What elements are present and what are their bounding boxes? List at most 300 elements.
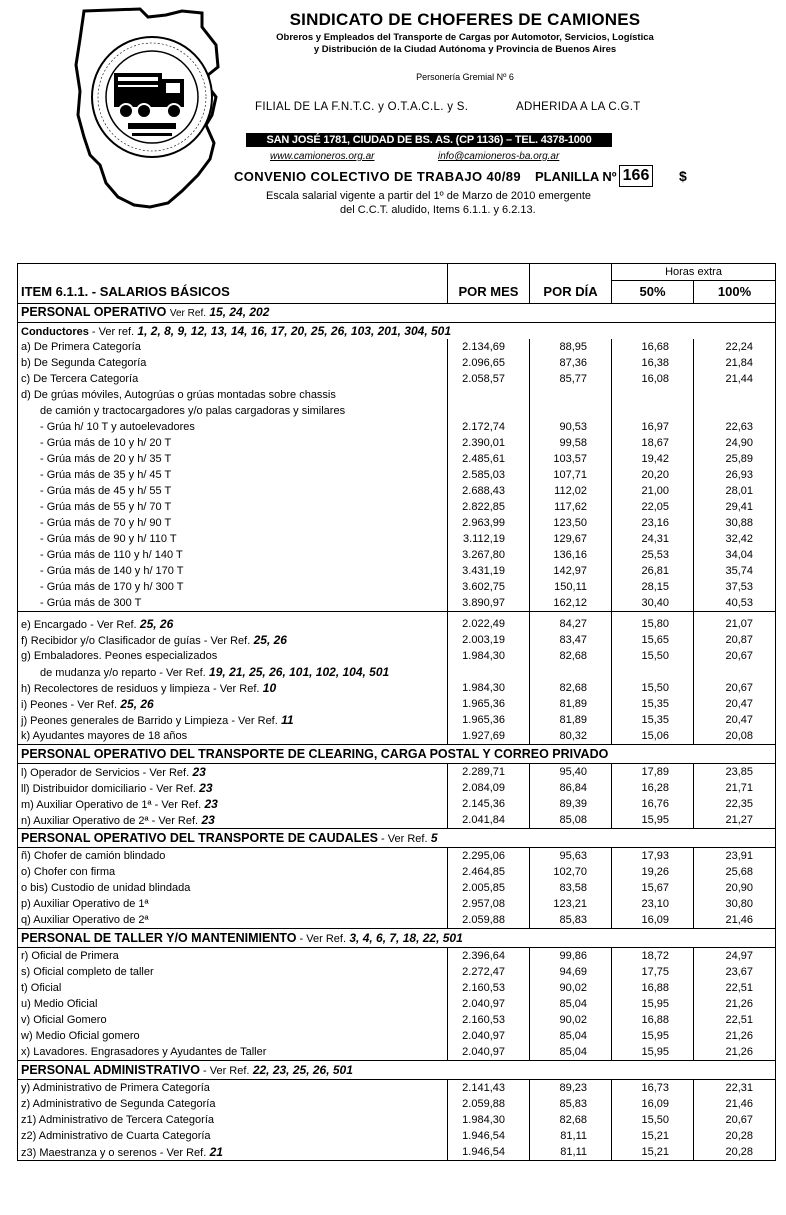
h50: 30,40 [612, 595, 694, 612]
por-dia: 142,97 [530, 563, 612, 579]
h50: 15,80 [612, 616, 694, 632]
row-label: z) Administrativo de Segunda Categoría [18, 1096, 448, 1112]
por-mes: 2.464,85 [448, 864, 530, 880]
email-link[interactable]: info@camioneros-ba.org.ar [438, 151, 560, 162]
table-row [18, 419, 776, 435]
por-dia: 87,36 [530, 355, 612, 371]
h100: 22,51 [694, 980, 776, 996]
ref-numbers: 22, 23, 25, 26, 501 [249, 1062, 353, 1077]
por-mes: 2.957,08 [448, 896, 530, 912]
h100: 30,80 [694, 896, 776, 912]
h50: 15,67 [612, 880, 694, 896]
h50: 15,50 [612, 680, 694, 696]
planilla-label: PLANILLA Nº [535, 169, 617, 184]
row-label: t) Oficial [18, 980, 448, 996]
ver-ref: Ver Ref. [169, 308, 207, 319]
table-row [18, 712, 776, 728]
h50: 23,16 [612, 515, 694, 531]
h100: 32,42 [694, 531, 776, 547]
table-row [18, 632, 776, 648]
h100: 21,26 [694, 996, 776, 1012]
row-label: de mudanza y/o reparto [40, 666, 157, 679]
h50: 15,50 [612, 648, 694, 664]
row-label: m) Auxiliar Operativo de 1ª [21, 798, 152, 811]
h100: 21,26 [694, 1028, 776, 1044]
h50: 15,06 [612, 728, 694, 745]
h100: 20,47 [694, 712, 776, 728]
por-mes: 2.040,97 [448, 1028, 530, 1044]
table-row [18, 1044, 776, 1061]
table-row [18, 547, 776, 563]
por-mes: 1.927,69 [448, 728, 530, 745]
h50: 15,35 [612, 712, 694, 728]
por-dia: 85,04 [530, 996, 612, 1012]
por-dia: 162,12 [530, 595, 612, 612]
table-row [18, 515, 776, 531]
union-subtitle-1: Obreros y Empleados del Transporte de Cargas por Automotor, Servicios, Logística [276, 32, 654, 43]
por-mes: 2.485,61 [448, 451, 530, 467]
por-mes: 2.096,65 [448, 355, 530, 371]
h50: 19,42 [612, 451, 694, 467]
section-caudales [18, 829, 776, 848]
h50: 15,95 [612, 812, 694, 829]
ref-numbers: 10 [259, 680, 277, 695]
ver-ref: - Ver Ref. [209, 682, 260, 695]
table-row [18, 912, 776, 929]
h100: 20,87 [694, 632, 776, 648]
table-row [18, 812, 776, 829]
h50: 20,20 [612, 467, 694, 483]
h100: 20,28 [694, 1144, 776, 1161]
h100: 23,67 [694, 964, 776, 980]
row-label: y) Administrativo de Primera Categoría [18, 1080, 448, 1097]
h50: 16,28 [612, 780, 694, 796]
por-mes: 2.688,43 [448, 483, 530, 499]
por-dia: 89,23 [530, 1080, 612, 1097]
row-label: x) Lavadores. Engrasadores y Ayudantes de Taller [18, 1044, 448, 1061]
h100: 20,47 [694, 696, 776, 712]
table-row [18, 728, 776, 745]
ref-numbers: 25, 26 [250, 632, 287, 647]
h100: 21,46 [694, 912, 776, 929]
row-label: z1) Administrativo de Tercera Categoría [18, 1112, 448, 1128]
h50-header: 50% [612, 281, 694, 304]
row-label: n) Auxiliar Operativo de 2ª [21, 814, 149, 827]
por-dia: 95,40 [530, 764, 612, 781]
por-dia: 112,02 [530, 483, 612, 499]
por-mes: 3.112,19 [448, 531, 530, 547]
h100: 22,31 [694, 1080, 776, 1097]
h50: 15,21 [612, 1144, 694, 1161]
h50: 16,38 [612, 355, 694, 371]
por-dia: 150,11 [530, 579, 612, 595]
h50: 26,81 [612, 563, 694, 579]
por-dia: 85,04 [530, 1044, 612, 1061]
row-label: - Grúa más de 70 y h/ 90 T [18, 515, 448, 531]
section-title: PERSONAL OPERATIVO DEL TRANSPORTE DE CAUDALES [21, 830, 378, 845]
table-row [18, 579, 776, 595]
por-mes: 2.822,85 [448, 499, 530, 515]
row-label: - Grúa más de 55 y h/ 70 T [18, 499, 448, 515]
h50: 17,89 [612, 764, 694, 781]
h50: 15,95 [612, 1028, 694, 1044]
ref-numbers: 5 [427, 830, 438, 845]
ver-ref: - Ver Ref. [377, 832, 428, 845]
row-label: r) Oficial de Primera [18, 948, 448, 965]
website-link[interactable]: www.camioneros.org.ar [270, 151, 375, 162]
row-label: l) Operador de Servicios [21, 766, 140, 779]
ver-ref: - Ver Ref. [146, 782, 196, 795]
ref-numbers: 1, 2, 8, 9, 12, 13, 14, 16, 17, 20, 25, 26, 103, 201, 304, 501 [134, 323, 452, 338]
por-mes: 2.003,19 [448, 632, 530, 648]
ver-ref: - Ver Ref. [151, 798, 202, 811]
por-dia: 82,68 [530, 1112, 612, 1128]
header-row-2 [18, 281, 776, 304]
table-row [18, 595, 776, 612]
por-mes: 3.267,80 [448, 547, 530, 563]
por-mes: 2.963,99 [448, 515, 530, 531]
table-row [18, 996, 776, 1012]
section-title: PERSONAL ADMINISTRATIVO [21, 1062, 200, 1077]
h100: 20,08 [694, 728, 776, 745]
h50: 25,53 [612, 547, 694, 563]
ref-numbers: 25, 26 [117, 696, 154, 711]
row-label: - Grúa más de 90 y h/ 110 T [18, 531, 448, 547]
por-mes: 2.059,88 [448, 912, 530, 929]
h50: 17,93 [612, 848, 694, 865]
h100: 35,74 [694, 563, 776, 579]
filial-text: FILIAL DE LA F.N.T.C. y O.T.A.C.L. y S. [255, 101, 469, 113]
por-dia: 85,08 [530, 812, 612, 829]
por-dia: 81,89 [530, 712, 612, 728]
por-dia: 123,21 [530, 896, 612, 912]
h50: 16,88 [612, 1012, 694, 1028]
ref-numbers: 11 [277, 712, 294, 727]
planilla-number: 166 [619, 165, 653, 187]
section-personal-operativo [18, 304, 776, 323]
h100: 30,88 [694, 515, 776, 531]
table-row [18, 1012, 776, 1028]
row-label: b) De Segunda Categoría [18, 355, 448, 371]
row-label: v) Oficial Gomero [18, 1012, 448, 1028]
ver-ref: - Ver Ref. [156, 666, 206, 679]
table-row [18, 483, 776, 499]
h100: 26,93 [694, 467, 776, 483]
table-row [18, 964, 776, 980]
h100: 22,35 [694, 796, 776, 812]
h50: 16,08 [612, 371, 694, 387]
h100: 23,85 [694, 764, 776, 781]
table-row [18, 499, 776, 515]
h50: 18,72 [612, 948, 694, 965]
h50: 16,09 [612, 912, 694, 929]
por-dia: 85,04 [530, 1028, 612, 1044]
conductores-row [18, 323, 776, 340]
row-label: - Grúa más de 20 y h/ 35 T [18, 451, 448, 467]
h100: 37,53 [694, 579, 776, 595]
table-row [18, 880, 776, 896]
por-mes: 2.160,53 [448, 1012, 530, 1028]
table-row [18, 387, 776, 403]
section-title: PERSONAL OPERATIVO DEL TRANSPORTE DE CLEARING, CARGA POSTAL Y CORREO PRIVADO [18, 745, 776, 764]
h50: 16,68 [612, 339, 694, 355]
row-label: - Grúa más de 45 y h/ 55 T [18, 483, 448, 499]
h100: 21,71 [694, 780, 776, 796]
por-dia: 107,71 [530, 467, 612, 483]
h100: 21,27 [694, 812, 776, 829]
por-dia: 85,83 [530, 912, 612, 929]
row-label: - Grúa más de 140 y h/ 170 T [18, 563, 448, 579]
por-dia: 90,02 [530, 1012, 612, 1028]
h100: 20,28 [694, 1128, 776, 1144]
address-bar: SAN JOSÉ 1781, CIUDAD DE BS. AS. (CP 1136) – TEL. 4378-1000 [246, 133, 612, 147]
por-mes: 2.058,57 [448, 371, 530, 387]
por-dia: 99,86 [530, 948, 612, 965]
por-mes: 2.396,64 [448, 948, 530, 965]
por-dia: 81,11 [530, 1128, 612, 1144]
h100: 25,89 [694, 451, 776, 467]
row-label: - Grúa más de 35 y h/ 45 T [18, 467, 448, 483]
h100: 21,07 [694, 616, 776, 632]
row-label: - Grúa más de 300 T [18, 595, 448, 612]
h100: 25,68 [694, 864, 776, 880]
h100: 20,67 [694, 680, 776, 696]
por-dia: 86,84 [530, 780, 612, 796]
table-row [18, 467, 776, 483]
h100: 40,53 [694, 595, 776, 612]
table-row [18, 764, 776, 781]
table-row [18, 531, 776, 547]
por-mes: 2.289,71 [448, 764, 530, 781]
h100: 29,41 [694, 499, 776, 515]
por-mes: 1.946,54 [448, 1128, 530, 1144]
por-dia: 82,68 [530, 680, 612, 696]
h100: 21,84 [694, 355, 776, 371]
h50: 16,73 [612, 1080, 694, 1097]
row-label: z2) Administrativo de Cuarta Categoría [18, 1128, 448, 1144]
table-row [18, 864, 776, 880]
h50: 16,76 [612, 796, 694, 812]
h50: 23,10 [612, 896, 694, 912]
por-dia: 129,67 [530, 531, 612, 547]
h100: 24,90 [694, 435, 776, 451]
row-label: u) Medio Oficial [18, 996, 448, 1012]
por-mes: 1.965,36 [448, 696, 530, 712]
table-row [18, 896, 776, 912]
row-label: g) Embaladores. Peones especializados [18, 648, 448, 664]
por-dia-header: POR DÍA [530, 281, 612, 304]
row-label: e) Encargado [21, 618, 88, 631]
h50: 28,15 [612, 579, 694, 595]
table-row [18, 696, 776, 712]
ref-numbers: 23 [201, 796, 218, 811]
h50: 24,31 [612, 531, 694, 547]
union-subtitle-2: y Distribución de la Ciudad Autónoma y Provincia de Buenos Aires [313, 44, 617, 55]
por-dia: 90,53 [530, 419, 612, 435]
table-row [18, 796, 776, 812]
h50: 15,21 [612, 1128, 694, 1144]
ver-ref: - Ver Ref. [296, 932, 347, 945]
row-label: z3) Maestranza y o serenos [21, 1146, 157, 1159]
h100: 21,46 [694, 1096, 776, 1112]
por-mes: 2.040,97 [448, 1044, 530, 1061]
row-label: - Grúa más de 170 y h/ 300 T [18, 579, 448, 595]
ver-ref: - Ver Ref. [87, 618, 137, 631]
ref-numbers: 15, 24, 202 [206, 305, 270, 319]
por-mes: 1.984,30 [448, 680, 530, 696]
por-dia: 85,77 [530, 371, 612, 387]
section-administrativo [18, 1061, 776, 1080]
h50: 19,26 [612, 864, 694, 880]
row-label: - Grúa más de 110 y h/ 140 T [18, 547, 448, 563]
h100-header: 100% [694, 281, 776, 304]
h100: 23,91 [694, 848, 776, 865]
salary-table [17, 263, 776, 1161]
por-mes: 2.084,09 [448, 780, 530, 796]
header-row-1 [18, 264, 776, 281]
h100: 21,26 [694, 1044, 776, 1061]
por-dia: 82,68 [530, 648, 612, 664]
row-label: - Grúa h/ 10 T y autoelevadores [18, 419, 448, 435]
h100: 22,63 [694, 419, 776, 435]
por-dia: 85,83 [530, 1096, 612, 1112]
h50: 16,88 [612, 980, 694, 996]
section-title: PERSONAL DE TALLER Y/O MANTENIMIENTO [21, 930, 297, 945]
ver-ref: - Ver Ref. [139, 766, 190, 779]
ver-ref: - Ver Ref. [148, 814, 199, 827]
table-row [18, 371, 776, 387]
row-label: j) Peones generales de Barrido y Limpieza [21, 714, 229, 727]
por-mes: 3.890,97 [448, 595, 530, 612]
h100: 20,67 [694, 648, 776, 664]
por-mes: 1.946,54 [448, 1144, 530, 1161]
row-label: s) Oficial completo de taller [18, 964, 448, 980]
conductores-label: Conductores [21, 325, 89, 338]
ref-numbers: 3, 4, 6, 7, 18, 22, 501 [346, 930, 463, 945]
row-label: o) Chofer con firma [18, 864, 448, 880]
table-row [18, 616, 776, 632]
row-label: p) Auxiliar Operativo de 1ª [18, 896, 448, 912]
por-mes-header: POR MES [448, 281, 530, 304]
row-label: w) Medio Oficial gomero [18, 1028, 448, 1044]
table-row [18, 664, 776, 680]
por-dia: 89,39 [530, 796, 612, 812]
por-mes: 1.965,36 [448, 712, 530, 728]
por-mes: 2.145,36 [448, 796, 530, 812]
por-dia: 88,95 [530, 339, 612, 355]
table-row [18, 980, 776, 996]
adherida-text: ADHERIDA A LA C.G.T [516, 101, 641, 113]
section-title: PERSONAL OPERATIVO [21, 305, 170, 319]
h50: 15,50 [612, 1112, 694, 1128]
h100: 21,44 [694, 371, 776, 387]
ref-numbers: 19, 21, 25, 26, 101, 102, 104, 501 [205, 664, 390, 679]
por-mes: 2.295,06 [448, 848, 530, 865]
table-row [18, 435, 776, 451]
por-mes: 2.005,85 [448, 880, 530, 896]
row-label: q) Auxiliar Operativo de 2ª [18, 912, 448, 929]
h50: 22,05 [612, 499, 694, 515]
table-row [18, 948, 776, 965]
escala-line-1: Escala salarial vigente a partir del 1º de Marzo de 2010 emergente [266, 190, 592, 202]
row-label: d) De grúas móviles, Autogrúas o grúas montadas sobre chassis [18, 387, 448, 403]
table-row [18, 680, 776, 696]
por-mes: 2.160,53 [448, 980, 530, 996]
por-dia: 123,50 [530, 515, 612, 531]
ver-ref: - Ver Ref. [67, 698, 118, 711]
table-row [18, 563, 776, 579]
ref-numbers: 23 [189, 764, 206, 779]
table-row [18, 1028, 776, 1044]
ver-ref: - Ver ref. [88, 325, 135, 338]
por-dia: 117,62 [530, 499, 612, 515]
por-dia: 103,57 [530, 451, 612, 467]
por-mes: 1.984,30 [448, 648, 530, 664]
h50: 16,97 [612, 419, 694, 435]
currency-symbol: $ [679, 168, 687, 184]
por-dia: 84,27 [530, 616, 612, 632]
row-label: o bis) Custodio de unidad blindada [18, 880, 448, 896]
por-mes: 1.984,30 [448, 1112, 530, 1128]
table-row [18, 339, 776, 355]
por-dia: 80,32 [530, 728, 612, 745]
por-dia: 83,58 [530, 880, 612, 896]
por-dia: 136,16 [530, 547, 612, 563]
por-dia: 95,63 [530, 848, 612, 865]
row-label: f) Recibidor y/o Clasificador de guías [21, 634, 201, 647]
por-mes: 2.272,47 [448, 964, 530, 980]
ref-numbers: 21 [206, 1144, 223, 1159]
por-dia: 94,69 [530, 964, 612, 980]
table-row [18, 1112, 776, 1128]
por-dia: 90,02 [530, 980, 612, 996]
horas-extra-header: Horas extra [612, 264, 776, 281]
ref-numbers: 25, 26 [136, 616, 174, 631]
h50: 15,35 [612, 696, 694, 712]
table-row [18, 1128, 776, 1144]
union-logo [70, 5, 225, 210]
table-row [18, 648, 776, 664]
row-label: - Grúa más de 10 y h/ 20 T [18, 435, 448, 451]
h100: 22,24 [694, 339, 776, 355]
por-dia: 81,89 [530, 696, 612, 712]
row-label: ll) Distribuidor domiciliario [21, 782, 147, 795]
personeria-gremial: Personería Gremial Nº 6 [416, 72, 514, 82]
por-mes: 2.022,49 [448, 616, 530, 632]
table-row [18, 355, 776, 371]
por-dia: 81,11 [530, 1144, 612, 1161]
por-mes: 2.041,84 [448, 812, 530, 829]
ver-ref: - Ver Ref. [156, 1146, 207, 1159]
por-mes: 2.040,97 [448, 996, 530, 1012]
table-row [18, 1080, 776, 1097]
h50: 17,75 [612, 964, 694, 980]
table-row [18, 1096, 776, 1112]
table-row [18, 451, 776, 467]
por-mes: 3.602,75 [448, 579, 530, 595]
section-taller [18, 929, 776, 948]
section-clearing [18, 745, 776, 764]
por-mes: 2.141,43 [448, 1080, 530, 1097]
por-mes: 2.390,01 [448, 435, 530, 451]
row-label: de camión y tractocargadores y/o palas cargadoras y similares [18, 403, 448, 419]
ref-numbers: 23 [195, 780, 213, 795]
table-row [18, 1144, 776, 1161]
por-mes: 3.431,19 [448, 563, 530, 579]
h100: 20,90 [694, 880, 776, 896]
h100: 24,97 [694, 948, 776, 965]
escala-line-2: del C.C.T. aludido, Items 6.1.1. y 6.2.13. [340, 204, 536, 216]
